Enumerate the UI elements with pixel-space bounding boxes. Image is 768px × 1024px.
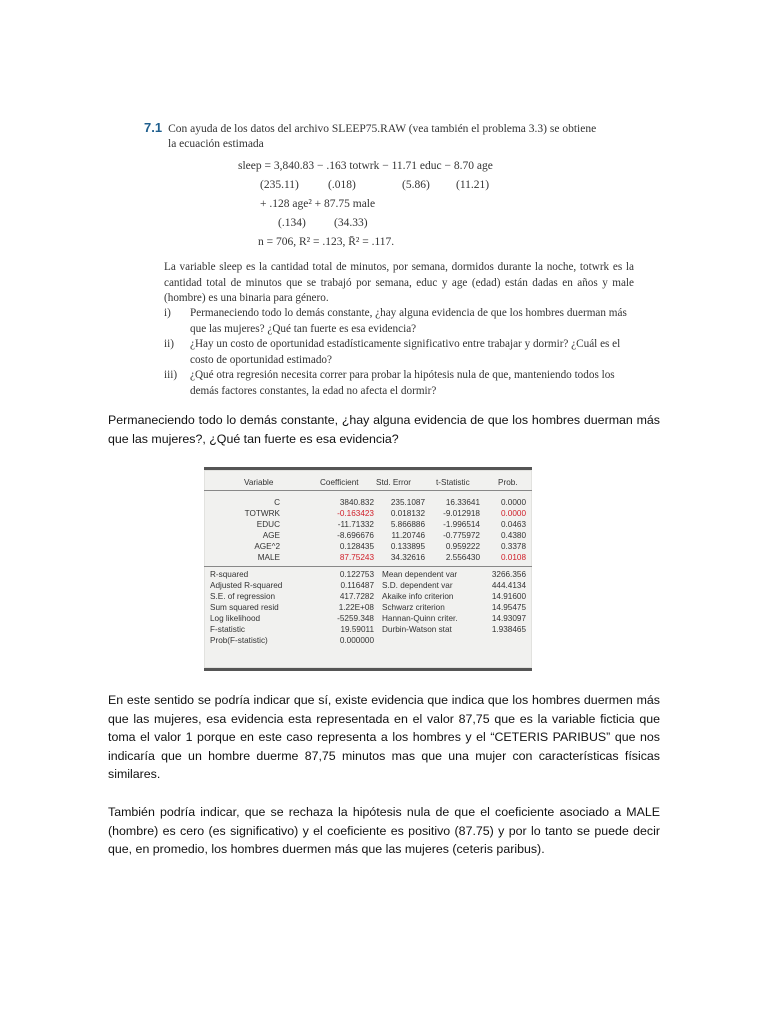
stat-label: Log likelihood: [210, 614, 261, 623]
stat-label: S.D. dependent var: [382, 581, 453, 591]
row-prob: 0.0000: [500, 508, 526, 518]
row-variable: TOTWRK: [244, 508, 280, 518]
excerpt-question-2: [164, 337, 634, 368]
row-coefficient: 3840.832: [339, 498, 374, 507]
row-prob: 0.4380: [500, 530, 526, 540]
equation-stats: n = 706, R² = .123, R̄² = .117.: [258, 236, 395, 248]
answer-paragraph-2: También podría indicar, que se rechaza la hipótesis nula de que el coeficiente asociado a MALE (hombre) es cero (es significativo) y el coeficiente es positivo (87.75) y por lo tanto se puede decir que, en promedio, los hombres duermen más que las mujeres (ceteris paribus).: [108, 805, 660, 856]
row-t-statistic: -0.775972: [443, 530, 480, 540]
stat-label: Adjusted R-squared: [210, 581, 283, 591]
stat-value: 14.93097: [491, 614, 526, 623]
row-std-error: 0.133895: [390, 541, 425, 551]
table-header-row: [204, 476, 532, 491]
std-error-value: (11.21): [456, 179, 490, 191]
row-t-statistic: 2.556430: [445, 552, 480, 562]
stat-label: S.E. of regression: [210, 592, 276, 602]
row-coefficient: -0.163423: [337, 508, 374, 518]
row-coefficient: 0.128435: [339, 541, 374, 551]
row-t-statistic: 0.959222: [445, 541, 480, 551]
stat-label: Akaike info criterion: [382, 592, 454, 602]
row-prob: 0.0108: [500, 552, 526, 562]
stat-label: Durbin-Watson stat: [382, 624, 452, 634]
stat-value: 14.91600: [491, 592, 526, 602]
std-error-value: (5.86): [402, 179, 430, 191]
row-std-error: 34.32616: [390, 552, 425, 562]
stat-value: 1.938465: [491, 624, 526, 634]
stat-value: 0.116487: [340, 581, 374, 591]
excerpt-question-1: [164, 306, 634, 337]
std-error-value: (34.33): [334, 217, 368, 229]
stat-value: 14.95475: [491, 603, 526, 613]
header-variable: Variable: [244, 478, 274, 487]
stat-label: R-squared: [210, 570, 249, 580]
row-coefficient: -11.71332: [337, 519, 374, 529]
row-variable: MALE: [257, 552, 280, 562]
stat-label: Prob(F-statistic): [210, 635, 268, 645]
row-std-error: 11.20746: [391, 530, 425, 540]
excerpt-paragraph: La variable sleep es la cantidad total de minutos, por semana, dormidos durante la noche, totwrk es la cantidad total de minutos que se trabajó por semana, educ y age (edad) están dadas en años y male (hombre) es una binaria para género.: [164, 261, 634, 304]
excerpt-intro-line2: la ecuación estimada: [168, 138, 264, 150]
table-separator: [204, 566, 532, 567]
row-coefficient: -8.696676: [337, 530, 374, 540]
row-variable: C: [274, 498, 280, 507]
answer-paragraph-1: En este sentido se podría indicar que sí, existe evidencia que indica que los hombres duermen más que las mujeres, esa evidencia esta representada en el valor 87,75 que es la variable ficticia que toma el valor 1 porque en este caso representa a los hombres y el “CETERIS PARIBUS” que nos indicaría que un hombre duerme 87,75 minutos mas que una mujer con características físicas similares.: [108, 693, 660, 781]
question-text: ¿Hay un costo de oportunidad estadísticamente significativo entre trabajar y dormir? ¿Cuál es el costo de oportunidad estimado?: [190, 338, 621, 366]
header-t-statistic: t-Statistic: [436, 478, 470, 487]
row-t-statistic: -1.996514: [443, 519, 480, 529]
stat-value: 19.59011: [340, 624, 374, 634]
question-numeral: i): [164, 307, 171, 319]
row-coefficient: 87.75243: [339, 552, 374, 562]
textbook-excerpt: [120, 112, 640, 404]
row-std-error: 235.1087: [390, 498, 425, 507]
stat-value: 3266.356: [491, 570, 526, 580]
stat-label: Sum squared resid: [210, 603, 279, 613]
excerpt-heading: [144, 120, 624, 152]
equation-line-1: sleep = 3,840.83 − .163 totwrk − 11.71 educ − 8.70 age: [238, 160, 493, 172]
row-t-statistic: 16.33641: [445, 498, 480, 507]
question-numeral: iii): [164, 369, 178, 381]
row-std-error: 0.018132: [390, 508, 425, 518]
equation-line-2: + .128 age² + 87.75 male: [260, 198, 376, 210]
row-variable: EDUC: [256, 519, 280, 529]
header-std-error: Std. Error: [376, 478, 412, 487]
question-text: ¿Qué otra regresión necesita correr para probar la hipótesis nula de que, manteniendo todos los demás factores constantes, la edad no afecta el dormir?: [190, 369, 615, 397]
std-error-value: (235.11): [260, 179, 299, 191]
std-error-value: (.018): [328, 179, 356, 191]
row-std-error: 5.866886: [390, 519, 425, 529]
header-coefficient: Coefficient: [320, 478, 359, 487]
problem-number: 7.1: [144, 120, 163, 135]
std-error-value: (.134): [278, 217, 306, 229]
row-variable: AGE: [262, 530, 280, 540]
row-prob: 0.0000: [500, 498, 526, 507]
stat-value: 0.000000: [339, 635, 374, 645]
question-restated: Permaneciendo todo lo demás constante, ¿hay alguna evidencia de que los hombres duerman más que las mujeres?, ¿Qué tan fuerte es esa evidencia?: [108, 413, 660, 446]
stat-value: 444.4134: [491, 581, 526, 591]
stat-value: 0.122753: [339, 570, 374, 580]
row-t-statistic: -9.012918: [443, 508, 480, 518]
stat-value: 417.7282: [339, 592, 374, 602]
header-prob: Prob.: [498, 478, 518, 487]
stat-label: Hannan-Quinn criter.: [382, 614, 458, 623]
regression-table: [204, 467, 532, 671]
stat-label: F-statistic: [210, 624, 246, 634]
stat-label: Schwarz criterion: [382, 603, 445, 613]
excerpt-question-3: [164, 368, 634, 399]
row-prob: 0.3378: [500, 541, 526, 551]
stat-value: -5259.348: [337, 614, 374, 623]
question-text: Permaneciendo todo lo demás constante, ¿hay alguna evidencia de que los hombres duerman más que las mujeres? ¿Qué tan fuerte es esa evidencia?: [190, 307, 627, 335]
row-prob: 0.0463: [500, 519, 526, 529]
excerpt-intro-line1: Con ayuda de los datos del archivo SLEEP75.RAW (vea también el problema 3.3) se obtiene: [168, 123, 597, 135]
stat-label: Mean dependent var: [382, 570, 458, 580]
question-numeral: ii): [164, 338, 174, 350]
row-variable: AGE^2: [254, 541, 280, 551]
stat-value: 1.22E+08: [338, 603, 374, 613]
